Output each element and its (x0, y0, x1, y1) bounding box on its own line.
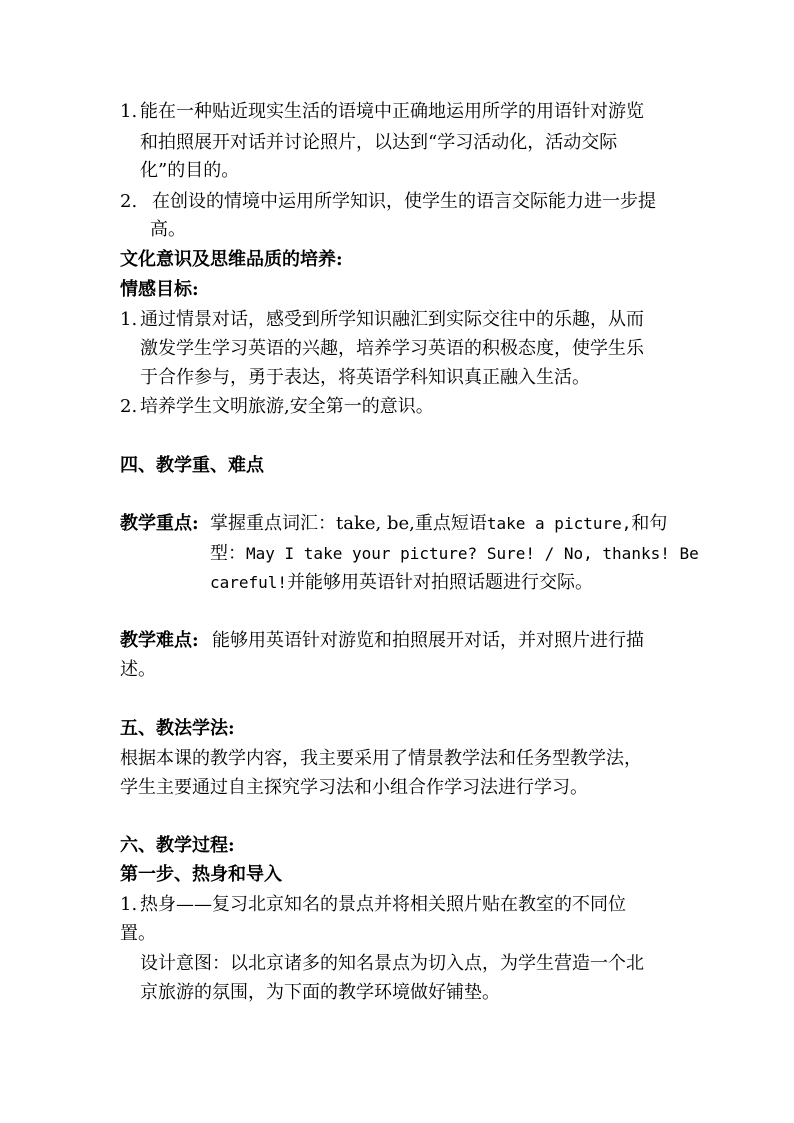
key-points-line-1-text: 掌握重点词汇：take, be,重点短语 (210, 513, 487, 534)
goal-item-2-line-2: 高。 (150, 219, 186, 240)
section-5-line-1: 根据本课的教学内容，我主要采用了情景教学法和任务型教学法， (120, 748, 642, 769)
goal-item-1-number: 1. (120, 101, 138, 122)
key-points-phrase: take a picture, (486, 514, 632, 533)
difficult-points-line-2: 述。 (120, 659, 156, 680)
section-5-line-2: 学生主要通过自主探究学习法和小组合作学习法进行学习。 (120, 777, 588, 798)
culture-heading: 文化意识及思维品质的培养: (120, 249, 343, 270)
emotion-item-2-number: 2. (120, 396, 138, 417)
emotion-item-1-number: 1. (120, 309, 138, 330)
step-1-heading: 第一步、热身和导入 (120, 864, 282, 885)
step-1-item-1-line-2: 置。 (120, 923, 156, 944)
key-points-line-2 (210, 541, 699, 567)
key-points-careful: careful! (210, 573, 288, 592)
key-points-label: 教学重点: (120, 513, 199, 534)
key-points-line-1-end: 和句 (631, 513, 668, 534)
goal-item-1-line-3: 化”的目的。 (140, 160, 240, 181)
emotion-item-1-line-1: 通过情景对话，感受到所学知识融汇到实际交往中的乐趣，从而 (140, 309, 644, 330)
emotion-heading: 情感目标: (120, 279, 199, 300)
goal-item-2-line-1: 在创设的情境中运用所学知识，使学生的语言交际能力进一步提 (152, 191, 656, 212)
design-intent-line-2: 京旅游的氛围，为下面的教学环境做好铺垫。 (140, 982, 500, 1003)
step-1-item-1-line-1: 热身——复习北京知名的景点并将相关照片贴在教室的不同位 (140, 894, 626, 915)
section-5-heading: 五、教法学法: (120, 718, 235, 739)
emotion-item-1-line-2: 激发学生学习英语的兴趣，培养学习英语的积极态度，使学生乐 (140, 338, 644, 359)
key-points-line-1 (210, 511, 667, 537)
design-intent-line-1: 设计意图：以北京诸多的知名景点为切入点，为学生营造一个北 (140, 953, 644, 974)
goal-item-2-number: 2. (120, 191, 138, 212)
key-points-line-3 (210, 570, 593, 596)
emotion-item-1-line-3: 于合作参与，勇于表达，将英语学科知识真正融入生活。 (140, 367, 590, 388)
difficult-points-label: 教学难点: (120, 630, 199, 651)
key-points-line-2-text: 型： (210, 543, 246, 564)
key-points-sentences: May I take your picture? Sure! / No, thanks! Be (246, 544, 699, 563)
goal-item-1-line-2: 和拍照展开对话并讨论照片，以达到“学习活动化，活动交际 (140, 132, 618, 153)
goal-item-1-line-1: 能在一种贴近现实生活的语境中正确地运用所学的用语针对游览 (140, 101, 644, 122)
section-4-heading: 四、教学重、难点 (120, 455, 264, 476)
key-points-line-3-text: 并能够用英语针对拍照话题进行交际。 (287, 572, 594, 593)
difficult-points-line-1: 能够用英语针对游览和拍照展开对话，并对照片进行描 (212, 630, 644, 651)
step-1-item-1-number: 1. (120, 894, 138, 915)
section-6-heading: 六、教学过程: (120, 835, 235, 856)
emotion-item-2-line-1: 培养学生文明旅游,安全第一的意识。 (140, 396, 434, 417)
